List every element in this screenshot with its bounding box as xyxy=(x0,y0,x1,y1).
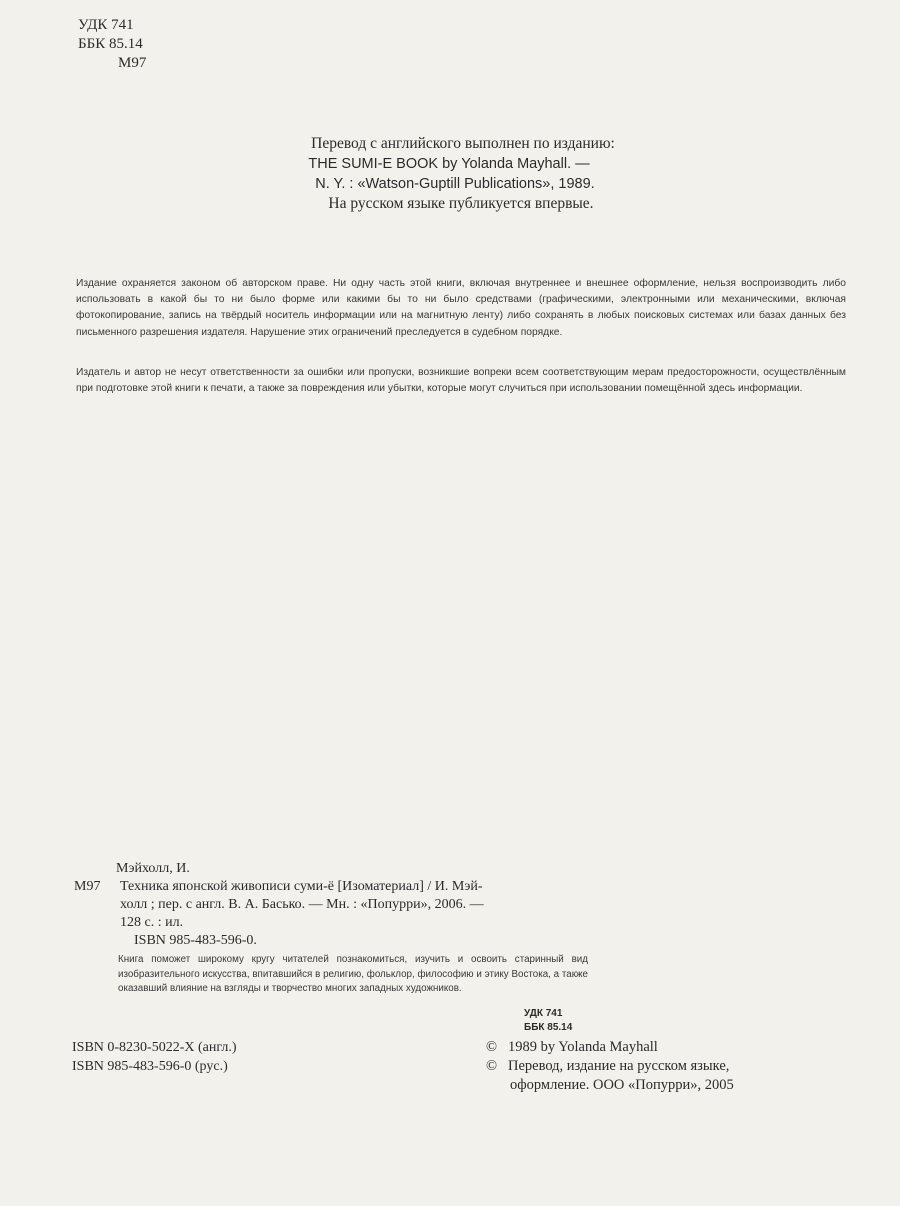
original-title-line: THE SUMI-E BOOK by Yolanda Mayhall. — xyxy=(308,156,590,172)
copyright-translation-cont: оформление. ООО «Попурри», 2005 xyxy=(510,1077,734,1093)
copyright-original xyxy=(486,1038,734,1057)
translation-note xyxy=(0,134,900,214)
isbn-russian: ISBN 985-483-596-0 (рус.) xyxy=(72,1059,228,1074)
bbk-code: ББК 85.14 xyxy=(78,36,143,52)
author-mark: М97 xyxy=(118,55,147,71)
catalog-title-line: 128 с. : ил. xyxy=(120,915,184,930)
copyright-icon: © xyxy=(486,1058,498,1074)
first-publication-line: На русском языке публикуется впервые. xyxy=(328,195,594,212)
catalog-description xyxy=(120,878,590,932)
catalog-code: М97 xyxy=(74,879,101,894)
catalog-title-line: Техника японской живописи суми-ё [Изоматериал] / И. Мэй- xyxy=(120,879,483,894)
udk-code: УДК 741 xyxy=(78,17,134,33)
copyright-icon: © xyxy=(486,1039,498,1055)
bottom-classification xyxy=(524,1007,572,1035)
catalog-title-line: холл ; пер. с англ. В. А. Басько. — Мн. : «Попурри», 2006. — xyxy=(120,897,484,912)
copyright-list xyxy=(486,1038,734,1095)
catalog-entry xyxy=(74,878,594,932)
liability-notice: Издатель и автор не несут ответственности за ошибки или пропуски, возникшие вопреки всем соответствующим мерам предосторожности, осуществлённым при подготовке этой книги к печати, а также за повреждения или убытки, которые могут случиться при использовании помещённой здесь информации. xyxy=(76,367,846,395)
copyright-notice: Издание охраняется законом об авторском праве. Ни одну часть этой книги, включая внутреннее и внешнее оформление, нельзя воспроизводить либо использовать в какой бы то ни было форме или какими бы то ни было средствами (графическими, электронными или механическими, включая фотокопирование, запись на твёрдый носитель информации или на магнитную ленту) либо сохранять в любых поисковых системах или базах данных без письменного разрешения издателя. Нарушение этих ограничений преследуется в судебном порядке. xyxy=(76,278,846,338)
catalog-annotation: Книга поможет широкому кругу читателей познакомиться, изучить и освоить старинный вид изобразительного искусства, впитавшийся в религию, фольклор, философию и этику Востока, а также оказавший влияние на взгляды и творчество многих западных художников. xyxy=(118,954,588,994)
classification-block xyxy=(78,16,146,73)
original-publisher-line: N. Y. : «Watson-Guptill Publications», 1989. xyxy=(315,176,595,192)
translation-note-line: Перевод с английского выполнен по изданию: xyxy=(311,135,615,152)
isbn-list xyxy=(72,1038,237,1076)
copyright-original-text: 1989 by Yolanda Mayhall xyxy=(508,1039,658,1055)
copyright-translation xyxy=(486,1057,734,1076)
catalog-card xyxy=(74,860,594,997)
bottom-udk: УДК 741 xyxy=(524,1008,563,1019)
catalog-author: Мэйхолл, И. xyxy=(116,861,190,876)
copyright-translation-text: Перевод, издание на русском языке, xyxy=(508,1058,730,1074)
catalog-isbn: ISBN 985-483-596-0. xyxy=(134,933,257,948)
isbn-english: ISBN 0-8230-5022-X (англ.) xyxy=(72,1040,237,1055)
bottom-bbk: ББК 85.14 xyxy=(524,1022,573,1033)
